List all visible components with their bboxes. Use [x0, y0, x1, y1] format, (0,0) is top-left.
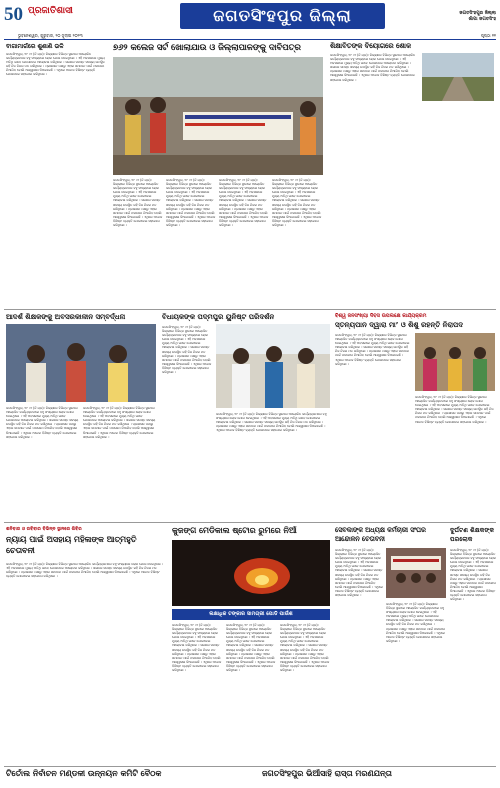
article-lower-mid-a: ଜଗତସିଂହପୁର, ୧୯ ।୭ (ନି.ପ୍ର): ଜିଲ୍ଲାରେ ବିଭିନ୍ନ ସ୍ଥାନରେ ଆୟୋଜିତ କାର୍ଯ୍ୟକ୍ରମରେ ବହୁ ସଂଖ୍ୟାରେ ଲୋକ ଯୋଗ ଦେଇଥିଲେ । ଏହି ଅବସରରେ ମୁଖ୍ୟ ଅତିଥି ଭାବେ ଯୋଗଦେଇ ଆଲୋଚନା କରିଥିଲେ । ସଭାରେ ସମସ୍ତ ସଦସ୍ୟ ଉପସ୍ଥିତ ରହି ନିଜ ନିଜର ମତ ରଖିଥିଲେ । ପ୍ରଶାସନ ପକ୍ଷରୁ ଏହାର ସମାଧାନ ପାଇଁ ପଦକ୍ଷେପ ନିଆଯିବ ବୋଲି ଆଶ୍ୱାସନା ଦିଆଯାଇଛି । ଏଥିରେ ଅନେକ ବିଶିଷ୍ଟ ବ୍ୟକ୍ତି ଯୋଗଦେଇ ସହଯୋଗ କରିଥିଲେ ।: [335, 548, 383, 598]
road-photo-top: [422, 53, 494, 101]
article-mid-left-b: ଜଗତସିଂହପୁର, ୧୯ ।୭ (ନି.ପ୍ର): ଜିଲ୍ଲାରେ ବିଭିନ୍ନ ସ୍ଥାନରେ ଆୟୋଜିତ କାର୍ଯ୍ୟକ୍ରମରେ ବହୁ ସଂଖ୍ୟାରେ ଲୋକ ଯୋଗ ଦେଇଥିଲେ । ଏହି ଅବସରରେ ମୁଖ୍ୟ ଅତିଥି ଭାବେ ଯୋଗଦେଇ ଆଲୋଚନା କରିଥିଲେ । ସଭାରେ ସମସ୍ତ ସଦସ୍ୟ ଉପସ୍ଥିତ ରହି ନିଜ ନିଜର ମତ ରଖିଥିଲେ । ପ୍ରଶାସନ ପକ୍ଷରୁ ଏହାର ସମାଧାନ ପାଇଁ ପଦକ୍ଷେପ ନିଆଯିବ ବୋଲି ଆଶ୍ୱାସନା ଦିଆଯାଇଛି । ଏଥିରେ ଅନେକ ବିଶିଷ୍ଟ ବ୍ୟକ୍ତି ଯୋଗଦେଇ ସହଯୋଗ କରିଥିଲେ ।: [83, 406, 156, 439]
headline-lower-mid-text: ସେବକାଙ୍କ ଅଧ୍ୟକ୍ଷ କର୍ମଚାରୀ ସଂଘର ଆନ୍ଦୋଳନ ଚେତାବନୀ: [335, 526, 426, 543]
visit-photo-graphic: [216, 324, 330, 408]
teacher-felicitation-photo: [6, 324, 156, 402]
article-mid-center-b: ଜଗତସିଂହପୁର, ୧୯ ।୭ (ନି.ପ୍ର): ଜିଲ୍ଲାରେ ବିଭିନ୍ନ ସ୍ଥାନରେ ଆୟୋଜିତ କାର୍ଯ୍ୟକ୍ରମରେ ବହୁ ସଂଖ୍ୟାରେ ଲୋକ ଯୋଗ ଦେଇଥିଲେ । ଏହି ଅବସରରେ ମୁଖ୍ୟ ଅତିଥି ଭାବେ ଯୋଗଦେଇ ଆଲୋଚନା କରିଥିଲେ । ସଭାରେ ସମସ୍ତ ସଦସ୍ୟ ଉପସ୍ଥିତ ରହି ନିଜ ନିଜର ମତ ରଖିଥିଲେ । ପ୍ରଶାସନ ପକ୍ଷରୁ ଏହାର ସମାଧାନ ପାଇଁ ପଦକ୍ଷେପ ନିଆଯିବ ବୋଲି ଆଶ୍ୱାସନା ଦିଆଯାଇଛି । ଏଥିରେ ଅନେକ ବିଶିଷ୍ଟ ବ୍ୟକ୍ତି ଯୋଗଦେଇ ସହଯୋଗ କରିଥିଲେ ।: [216, 412, 327, 433]
anniversary-logo: [4, 4, 26, 26]
article-top-center-c: ଜଗତସିଂହପୁର, ୧୯ ।୭ (ନି.ପ୍ର): ଜିଲ୍ଲାରେ ବିଭିନ୍ନ ସ୍ଥାନରେ ଆୟୋଜିତ କାର୍ଯ୍ୟକ୍ରମରେ ବହୁ ସଂଖ୍ୟାରେ ଲୋକ ଯୋଗ ଦେଇଥିଲେ । ଏହି ଅବସରରେ ମୁଖ୍ୟ ଅତିଥି ଭାବେ ଯୋଗଦେଇ ଆଲୋଚନା କରିଥିଲେ । ସଭାରେ ସମସ୍ତ ସଦସ୍ୟ ଉପସ୍ଥିତ ରହି ନିଜ ନିଜର ମତ ରଖିଥିଲେ । ପ୍ରଶାସନ ପକ୍ଷରୁ ଏହାର ସମାଧାନ ପାଇଁ ପଦକ୍ଷେପ ନିଆଯିବ ବୋଲି ଆଶ୍ୱାସନା ଦିଆଯାଇଛି । ଏଥିରେ ଅନେକ ବିଶିଷ୍ଟ ବ୍ୟକ୍ତି ଯୋଗଦେଇ ସହଯୋଗ କରିଥିଲେ ।: [219, 178, 269, 228]
article-top-center-b: ଜଗତସିଂହପୁର, ୧୯ ।୭ (ନି.ପ୍ର): ଜିଲ୍ଲାରେ ବିଭିନ୍ନ ସ୍ଥାନରେ ଆୟୋଜିତ କାର୍ଯ୍ୟକ୍ରମରେ ବହୁ ସଂଖ୍ୟାରେ ଲୋକ ଯୋଗ ଦେଇଥିଲେ । ଏହି ଅବସରରେ ମୁଖ୍ୟ ଅତିଥି ଭାବେ ଯୋଗଦେଇ ଆଲୋଚନା କରିଥିଲେ । ସଭାରେ ସମସ୍ତ ସଦସ୍ୟ ଉପସ୍ଥିତ ରହି ନିଜ ନିଜର ମତ ରଖିଥିଲେ । ପ୍ରଶାସନ ପକ୍ଷରୁ ଏହାର ସମାଧାନ ପାଇଁ ପଦକ୍ଷେପ ନିଆଯିବ ବୋଲି ଆଶ୍ୱାସନା ଦିଆଯାଇଛି । ଏଥିରେ ଅନେକ ବିଶିଷ୍ଟ ବ୍ୟକ୍ତି ଯୋଗଦେଇ ସହଯୋଗ କରିଥିଲେ ।: [166, 178, 216, 228]
masthead: [0, 0, 500, 38]
page-title: ଜଗତସିଂହପୁର ଜିଲ୍ଲା: [213, 6, 352, 25]
page-number: ପୃଷ୍ଠା ୧୧: [481, 33, 496, 38]
title-banner: [180, 3, 385, 29]
union-photo: [386, 548, 446, 598]
kicker-lower-left: ଶନିବାର ଓ ରବିବାର ବିଭିନ୍ନ ସ୍ଥାନରେ ଶିବିର: [6, 527, 82, 532]
headline-lower-center: କୁଜଙ୍ଗ ମେଡିକାଲ ଷ୍ଟୋର ରୁମରେ ନିଆଁ: [172, 526, 297, 535]
dateline: ଭୁବନେଶ୍ୱର, ଗୁରୁବାର, ୨୦ ଜୁଲାଇ ୨୦୨୩: [18, 33, 83, 38]
article-mid-right-b: ଜଗତସିଂହପୁର, ୧୯ ।୭ (ନି.ପ୍ର): ଜିଲ୍ଲାରେ ବିଭିନ୍ନ ସ୍ଥାନରେ ଆୟୋଜିତ କାର୍ଯ୍ୟକ୍ରମରେ ବହୁ ସଂଖ୍ୟାରେ ଲୋକ ଯୋଗ ଦେଇଥିଲେ । ଏହି ଅବସରରେ ମୁଖ୍ୟ ଅତିଥି ଭାବେ ଯୋଗଦେଇ ଆଲୋଚନା କରିଥିଲେ । ସଭାରେ ସମସ୍ତ ସଦସ୍ୟ ଉପସ୍ଥିତ ରହି ନିଜ ନିଜର ମତ ରଖିଥିଲେ । ପ୍ରଶାସନ ପକ୍ଷରୁ ଏହାର ସମାଧାନ ପାଇଁ ପଦକ୍ଷେପ ନିଆଯିବ ବୋଲି ଆଶ୍ୱାସନା ଦିଆଯାଇଛି । ଏଥିରେ ଅନେକ ବିଶିଷ୍ଟ ବ୍ୟକ୍ତି ଯୋଗଦେଇ ସହଯୋଗ କରିଥିଲେ ।: [415, 395, 494, 424]
masthead-rule: [4, 39, 496, 40]
brand-name: ପ୍ରଜାତିଶାସୀ: [28, 6, 73, 16]
headline-top-left: ବାଗାମାର୍ଗରେ ଶୁଣାଣି ଭଳି: [6, 43, 64, 50]
lower-center-subhead: ଲକ୍ଷାଧିକ ଟଙ୍କାର ସାମଗ୍ରୀ ପୋଡି ପାଉଁଶ: [209, 611, 293, 617]
visit-photo: [216, 324, 330, 408]
article-lower-center-c: ଜଗତସିଂହପୁର, ୧୯ ।୭ (ନି.ପ୍ର): ଜିଲ୍ଲାରେ ବିଭିନ୍ନ ସ୍ଥାନରେ ଆୟୋଜିତ କାର୍ଯ୍ୟକ୍ରମରେ ବହୁ ସଂଖ୍ୟାରେ ଲୋକ ଯୋଗ ଦେଇଥିଲେ । ଏହି ଅବସରରେ ମୁଖ୍ୟ ଅତିଥି ଭାବେ ଯୋଗଦେଇ ଆଲୋଚନା କରିଥିଲେ । ସଭାରେ ସମସ୍ତ ସଦସ୍ୟ ଉପସ୍ଥିତ ରହି ନିଜ ନିଜର ମତ ରଖିଥିଲେ । ପ୍ରଶାସନ ପକ୍ଷରୁ ଏହାର ସମାଧାନ ପାଇଁ ପଦକ୍ଷେପ ନିଆଯିବ ବୋଲି ଆଶ୍ୱାସନା ଦିଆଯାଇଛି । ଏଥିରେ ଅନେକ ବିଶିଷ୍ଟ ବ୍ୟକ୍ତି ଯୋଗଦେଇ ସହଯୋଗ କରିଥିଲେ ।: [280, 623, 330, 673]
headline-top-center: ୭୬୨ କଲେଜ ସର୍ଟ ଖୋଲାଯାଉ ଓ ଜିଲ୍ଲାପାଳଙ୍କୁ ଦାବିପତ୍ର: [113, 42, 301, 52]
headline-mid-center: ବିଧାୟକଙ୍କ ପଦ୍ମପୁର ୟୁନିଷ୍ଟ ପରିଦର୍ଶନ: [162, 313, 275, 321]
headline-lower-left-text: ନ୍ୟାୟ ପାଇଁ ଅସହାୟ ମହିଳାଙ୍କ ଆତ୍ମହୁତି ଚେତାବନୀ: [6, 535, 137, 555]
kicker-mid-right: ବିଶ୍ୱ ଜନସଂଖ୍ୟା ଦିବସ ଉପଲକ୍ଷେ କାର୍ଯ୍ୟକ୍ରମ: [335, 313, 427, 319]
headline-lower-right: [450, 526, 496, 544]
headline-bottom-left: ଟିର୍ତୋଲ ନିର୍ବାଚନ ମଣ୍ଡଳୀ ଉନ୍ନୟନ କମିଟି ବୈଠକ: [6, 769, 162, 778]
section-rule-1: [4, 309, 496, 310]
fire-photo: [172, 540, 330, 606]
article-top-right: ଜଗତସିଂହପୁର, ୧୯ ।୭ (ନି.ପ୍ର): ଜିଲ୍ଲାରେ ବିଭିନ୍ନ ସ୍ଥାନରେ ଆୟୋଜିତ କାର୍ଯ୍ୟକ୍ରମରେ ବହୁ ସଂଖ୍ୟାରେ ଲୋକ ଯୋଗ ଦେଇଥିଲେ । ଏହି ଅବସରରେ ମୁଖ୍ୟ ଅତିଥି ଭାବେ ଯୋଗଦେଇ ଆଲୋଚନା କରିଥିଲେ । ସଭାରେ ସମସ୍ତ ସଦସ୍ୟ ଉପସ୍ଥିତ ରହି ନିଜ ନିଜର ମତ ରଖିଥିଲେ । ପ୍ରଶାସନ ପକ୍ଷରୁ ଏହାର ସମାଧାନ ପାଇଁ ପଦକ୍ଷେପ ନିଆଯିବ ବୋଲି ଆଶ୍ୱାସନା ଦିଆଯାଇଛି । ଏଥିରେ ଅନେକ ବିଶିଷ୍ଟ ବ୍ୟକ୍ତି ଯୋଗଦେଇ ସହଯୋଗ କରିଥିଲେ ।: [330, 53, 416, 82]
headline-lower-right-text: ଦୁର୍ଘଟଣ ଶିକ୍ଷକଙ୍କ ପରଲୋକ: [450, 527, 495, 543]
headline-mid-left: ଆଦର୍ଶ ଶିକ୍ଷକଙ୍କୁ ଅବସରକାଳୀନ ସମ୍ବର୍ଦ୍ଧନା: [6, 313, 126, 321]
awareness-photo-graphic: [415, 333, 495, 391]
union-photo-graphic: [386, 548, 446, 598]
protest-photo-graphic: [113, 57, 323, 175]
side-tag: [418, 10, 496, 22]
article-top-left: ଜଗତସିଂହପୁର, ୧୯ ।୭ (ନି.ପ୍ର): ଜିଲ୍ଲାରେ ବିଭିନ୍ନ ସ୍ଥାନରେ ଆୟୋଜିତ କାର୍ଯ୍ୟକ୍ରମରେ ବହୁ ସଂଖ୍ୟାରେ ଲୋକ ଯୋଗ ଦେଇଥିଲେ । ଏହି ଅବସରରେ ମୁଖ୍ୟ ଅତିଥି ଭାବେ ଯୋଗଦେଇ ଆଲୋଚନା କରିଥିଲେ । ସଭାରେ ସମସ୍ତ ସଦସ୍ୟ ଉପସ୍ଥିତ ରହି ନିଜ ନିଜର ମତ ରଖିଥିଲେ । ପ୍ରଶାସନ ପକ୍ଷରୁ ଏହାର ସମାଧାନ ପାଇଁ ପଦକ୍ଷେପ ନିଆଯିବ ବୋଲି ଆଶ୍ୱାସନା ଦିଆଯାଇଛି । ଏଥିରେ ଅନେକ ବିଶିଷ୍ଟ ବ୍ୟକ୍ତି ଯୋଗଦେଇ ସହଯୋଗ କରିଥିଲେ ।: [6, 52, 105, 77]
felicitation-graphic: [6, 324, 156, 402]
headline-top-right: ଶିକ୍ଷାବିତଙ୍କ ବିୟୋଗରେ ଶୋକ: [330, 42, 411, 50]
article-lower-right: ଜଗତସିଂହପୁର, ୧୯ ।୭ (ନି.ପ୍ର): ଜିଲ୍ଲାରେ ବିଭିନ୍ନ ସ୍ଥାନରେ ଆୟୋଜିତ କାର୍ଯ୍ୟକ୍ରମରେ ବହୁ ସଂଖ୍ୟାରେ ଲୋକ ଯୋଗ ଦେଇଥିଲେ । ଏହି ଅବସରରେ ମୁଖ୍ୟ ଅତିଥି ଭାବେ ଯୋଗଦେଇ ଆଲୋଚନା କରିଥିଲେ । ସଭାରେ ସମସ୍ତ ସଦସ୍ୟ ଉପସ୍ଥିତ ରହି ନିଜ ନିଜର ମତ ରଖିଥିଲେ । ପ୍ରଶାସନ ପକ୍ଷରୁ ଏହାର ସମାଧାନ ପାଇଁ ପଦକ୍ଷେପ ନିଆଯିବ ବୋଲି ଆଶ୍ୱାସନା ଦିଆଯାଇଛି । ଏଥିରେ ଅନେକ ବିଶିଷ୍ଟ ବ୍ୟକ୍ତି ଯୋଗଦେଇ ସହଯୋଗ କରିଥିଲେ ।: [450, 548, 496, 602]
article-lower-left: ଜଗତସିଂହପୁର, ୧୯ ।୭ (ନି.ପ୍ର): ଜିଲ୍ଲାରେ ବିଭିନ୍ନ ସ୍ଥାନରେ ଆୟୋଜିତ କାର୍ଯ୍ୟକ୍ରମରେ ବହୁ ସଂଖ୍ୟାରେ ଲୋକ ଯୋଗ ଦେଇଥିଲେ । ଏହି ଅବସରରେ ମୁଖ୍ୟ ଅତିଥି ଭାବେ ଯୋଗଦେଇ ଆଲୋଚନା କରିଥିଲେ । ସଭାରେ ସମସ୍ତ ସଦସ୍ୟ ଉପସ୍ଥିତ ରହି ନିଜ ନିଜର ମତ ରଖିଥିଲେ । ପ୍ରଶାସନ ପକ୍ଷରୁ ଏହାର ସମାଧାନ ପାଇଁ ପଦକ୍ଷେପ ନିଆଯିବ ବୋଲି ଆଶ୍ୱାସନା ଦିଆଯାଇଛି । ଏଥିରେ ଅନେକ ବିଶିଷ୍ଟ ବ୍ୟକ୍ତି ଯୋଗଦେଇ ସହଯୋଗ କରିଥିଲେ ।: [6, 562, 164, 579]
headline-lower-mid: [335, 526, 445, 544]
article-mid-center-a: ଜଗତସିଂହପୁର, ୧୯ ।୭ (ନି.ପ୍ର): ଜିଲ୍ଲାରେ ବିଭିନ୍ନ ସ୍ଥାନରେ ଆୟୋଜିତ କାର୍ଯ୍ୟକ୍ରମରେ ବହୁ ସଂଖ୍ୟାରେ ଲୋକ ଯୋଗ ଦେଇଥିଲେ । ଏହି ଅବସରରେ ମୁଖ୍ୟ ଅତିଥି ଭାବେ ଯୋଗଦେଇ ଆଲୋଚନା କରିଥିଲେ । ସଭାରେ ସମସ୍ତ ସଦସ୍ୟ ଉପସ୍ଥିତ ରହି ନିଜ ନିଜର ମତ ରଖିଥିଲେ । ପ୍ରଶାସନ ପକ୍ଷରୁ ଏହାର ସମାଧାନ ପାଇଁ ପଦକ୍ଷେପ ନିଆଯିବ ବୋଲି ଆଶ୍ୱାସନା ଦିଆଯାଇଛି । ଏଥିରେ ଅନେକ ବିଶିଷ୍ଟ ବ୍ୟକ୍ତି ଯୋଗଦେଇ ସହଯୋଗ କରିଥିଲେ ।: [162, 325, 212, 375]
road-photo-graphic: [422, 53, 494, 101]
anniversary-number: 50: [4, 4, 23, 25]
protest-photo: [113, 57, 323, 175]
headline-bottom-right: ଜଗତସିଂହପୁର ଭିଆଁସାହି ରାସ୍ତା ମରଣଯନ୍ତା: [262, 769, 392, 778]
article-top-center-a: ଜଗତସିଂହପୁର, ୧୯ ।୭ (ନି.ପ୍ର): ଜିଲ୍ଲାରେ ବିଭିନ୍ନ ସ୍ଥାନରେ ଆୟୋଜିତ କାର୍ଯ୍ୟକ୍ରମରେ ବହୁ ସଂଖ୍ୟାରେ ଲୋକ ଯୋଗ ଦେଇଥିଲେ । ଏହି ଅବସରରେ ମୁଖ୍ୟ ଅତିଥି ଭାବେ ଯୋଗଦେଇ ଆଲୋଚନା କରିଥିଲେ । ସଭାରେ ସମସ୍ତ ସଦସ୍ୟ ଉପସ୍ଥିତ ରହି ନିଜ ନିଜର ମତ ରଖିଥିଲେ । ପ୍ରଶାସନ ପକ୍ଷରୁ ଏହାର ସମାଧାନ ପାଇଁ ପଦକ୍ଷେପ ନିଆଯିବ ବୋଲି ଆଶ୍ୱାସନା ଦିଆଯାଇଛି । ଏଥିରେ ଅନେକ ବିଶିଷ୍ଟ ବ୍ୟକ୍ତି ଯୋଗଦେଇ ସହଯୋଗ କରିଥିଲେ ।: [113, 178, 163, 228]
article-lower-center-b: ଜଗତସିଂହପୁର, ୧୯ ।୭ (ନି.ପ୍ର): ଜିଲ୍ଲାରେ ବିଭିନ୍ନ ସ୍ଥାନରେ ଆୟୋଜିତ କାର୍ଯ୍ୟକ୍ରମରେ ବହୁ ସଂଖ୍ୟାରେ ଲୋକ ଯୋଗ ଦେଇଥିଲେ । ଏହି ଅବସରରେ ମୁଖ୍ୟ ଅତିଥି ଭାବେ ଯୋଗଦେଇ ଆଲୋଚନା କରିଥିଲେ । ସଭାରେ ସମସ୍ତ ସଦସ୍ୟ ଉପସ୍ଥିତ ରହି ନିଜ ନିଜର ମତ ରଖିଥିଲେ । ପ୍ରଶାସନ ପକ୍ଷରୁ ଏହାର ସମାଧାନ ପାଇଁ ପଦକ୍ଷେପ ନିଆଯିବ ବୋଲି ଆଶ୍ୱାସନା ଦିଆଯାଇଛି । ଏଥିରେ ଅନେକ ବିଶିଷ୍ଟ ବ୍ୟକ୍ତି ଯୋଗଦେଇ ସହଯୋଗ କରିଥିଲେ ।: [226, 623, 276, 673]
headline-lower-left: [6, 534, 166, 556]
section-rule-3: [4, 766, 496, 767]
lower-center-subhead-box: [172, 609, 330, 620]
awareness-photo: [415, 333, 495, 391]
article-top-center-d: ଜଗତସିଂହପୁର, ୧୯ ।୭ (ନି.ପ୍ର): ଜିଲ୍ଲାରେ ବିଭିନ୍ନ ସ୍ଥାନରେ ଆୟୋଜିତ କାର୍ଯ୍ୟକ୍ରମରେ ବହୁ ସଂଖ୍ୟାରେ ଲୋକ ଯୋଗ ଦେଇଥିଲେ । ଏହି ଅବସରରେ ମୁଖ୍ୟ ଅତିଥି ଭାବେ ଯୋଗଦେଇ ଆଲୋଚନା କରିଥିଲେ । ସଭାରେ ସମସ୍ତ ସଦସ୍ୟ ଉପସ୍ଥିତ ରହି ନିଜ ନିଜର ମତ ରଖିଥିଲେ । ପ୍ରଶାସନ ପକ୍ଷରୁ ଏହାର ସମାଧାନ ପାଇଁ ପଦକ୍ଷେପ ନିଆଯିବ ବୋଲି ଆଶ୍ୱାସନା ଦିଆଯାଇଛି । ଏଥିରେ ଅନେକ ବିଶିଷ୍ଟ ବ୍ୟକ୍ତି ଯୋଗଦେଇ ସହଯୋଗ କରିଥିଲେ ।: [272, 178, 322, 228]
article-mid-left-a: ଜଗତସିଂହପୁର, ୧୯ ।୭ (ନି.ପ୍ର): ଜିଲ୍ଲାରେ ବିଭିନ୍ନ ସ୍ଥାନରେ ଆୟୋଜିତ କାର୍ଯ୍ୟକ୍ରମରେ ବହୁ ସଂଖ୍ୟାରେ ଲୋକ ଯୋଗ ଦେଇଥିଲେ । ଏହି ଅବସରରେ ମୁଖ୍ୟ ଅତିଥି ଭାବେ ଯୋଗଦେଇ ଆଲୋଚନା କରିଥିଲେ । ସଭାରେ ସମସ୍ତ ସଦସ୍ୟ ଉପସ୍ଥିତ ରହି ନିଜ ନିଜର ମତ ରଖିଥିଲେ । ପ୍ରଶାସନ ପକ୍ଷରୁ ଏହାର ସମାଧାନ ପାଇଁ ପଦକ୍ଷେପ ନିଆଯିବ ବୋଲି ଆଶ୍ୱାସନା ଦିଆଯାଇଛି । ଏଥିରେ ଅନେକ ବିଶିଷ୍ଟ ବ୍ୟକ୍ତି ଯୋଗଦେଇ ସହଯୋଗ କରିଥିଲେ ।: [6, 406, 79, 439]
side-tag-line2: ଖାଁପା ଜଗତସିଂହ: [468, 17, 496, 22]
article-lower-mid-b: ଜଗତସିଂହପୁର, ୧୯ ।୭ (ନି.ପ୍ର): ଜିଲ୍ଲାରେ ବିଭିନ୍ନ ସ୍ଥାନରେ ଆୟୋଜିତ କାର୍ଯ୍ୟକ୍ରମରେ ବହୁ ସଂଖ୍ୟାରେ ଲୋକ ଯୋଗ ଦେଇଥିଲେ । ଏହି ଅବସରରେ ମୁଖ୍ୟ ଅତିଥି ଭାବେ ଯୋଗଦେଇ ଆଲୋଚନା କରିଥିଲେ । ସଭାରେ ସମସ୍ତ ସଦସ୍ୟ ଉପସ୍ଥିତ ରହି ନିଜ ନିଜର ମତ ରଖିଥିଲେ । ପ୍ରଶାସନ ପକ୍ଷରୁ ଏହାର ସମାଧାନ ପାଇଁ ପଦକ୍ଷେପ ନିଆଯିବ ବୋଲି ଆଶ୍ୱାସନା ଦିଆଯାଇଛି । ଏଥିରେ ଅନେକ ବିଶିଷ୍ଟ ବ୍ୟକ୍ତି ଯୋଗଦେଇ ସହଯୋଗ କରିଥିଲେ ।: [386, 602, 446, 643]
section-rule-2: [4, 522, 496, 523]
fire-photo-graphic: [172, 540, 330, 606]
article-lower-center-a: ଜଗତସିଂହପୁର, ୧୯ ।୭ (ନି.ପ୍ର): ଜିଲ୍ଲାରେ ବିଭିନ୍ନ ସ୍ଥାନରେ ଆୟୋଜିତ କାର୍ଯ୍ୟକ୍ରମରେ ବହୁ ସଂଖ୍ୟାରେ ଲୋକ ଯୋଗ ଦେଇଥିଲେ । ଏହି ଅବସରରେ ମୁଖ୍ୟ ଅତିଥି ଭାବେ ଯୋଗଦେଇ ଆଲୋଚନା କରିଥିଲେ । ସଭାରେ ସମସ୍ତ ସଦସ୍ୟ ଉପସ୍ଥିତ ରହି ନିଜ ନିଜର ମତ ରଖିଥିଲେ । ପ୍ରଶାସନ ପକ୍ଷରୁ ଏହାର ସମାଧାନ ପାଇଁ ପଦକ୍ଷେପ ନିଆଯିବ ବୋଲି ଆଶ୍ୱାସନା ଦିଆଯାଇଛି । ଏଥିରେ ଅନେକ ବିଶିଷ୍ଟ ବ୍ୟକ୍ତି ଯୋଗଦେଇ ସହଯୋଗ କରିଥିଲେ ।: [172, 623, 222, 673]
side-tag-line1: ଜଗତସିଂହପୁର ଜିଲ୍ଲା: [459, 11, 496, 16]
article-mid-right-a: ଜଗତସିଂହପୁର, ୧୯ ।୭ (ନି.ପ୍ର): ଜିଲ୍ଲାରେ ବିଭିନ୍ନ ସ୍ଥାନରେ ଆୟୋଜିତ କାର୍ଯ୍ୟକ୍ରମରେ ବହୁ ସଂଖ୍ୟାରେ ଲୋକ ଯୋଗ ଦେଇଥିଲେ । ଏହି ଅବସରରେ ମୁଖ୍ୟ ଅତିଥି ଭାବେ ଯୋଗଦେଇ ଆଲୋଚନା କରିଥିଲେ । ସଭାରେ ସମସ୍ତ ସଦସ୍ୟ ଉପସ୍ଥିତ ରହି ନିଜ ନିଜର ମତ ରଖିଥିଲେ । ପ୍ରଶାସନ ପକ୍ଷରୁ ଏହାର ସମାଧାନ ପାଇଁ ପଦକ୍ଷେପ ନିଆଯିବ ବୋଲି ଆଶ୍ୱାସନା ଦିଆଯାଇଛି । ଏଥିରେ ଅନେକ ବିଶିଷ୍ଟ ବ୍ୟକ୍ତି ଯୋଗଦେଇ ସହଯୋଗ କରିଥିଲେ ।: [335, 333, 410, 366]
headline-mid-right: ସ୍ତନ୍ୟପାନ ଦ୍ୱାରା ମା’ ଓ ଶିଶୁ ରହନ୍ତି ନିରାପଦ: [335, 321, 464, 329]
